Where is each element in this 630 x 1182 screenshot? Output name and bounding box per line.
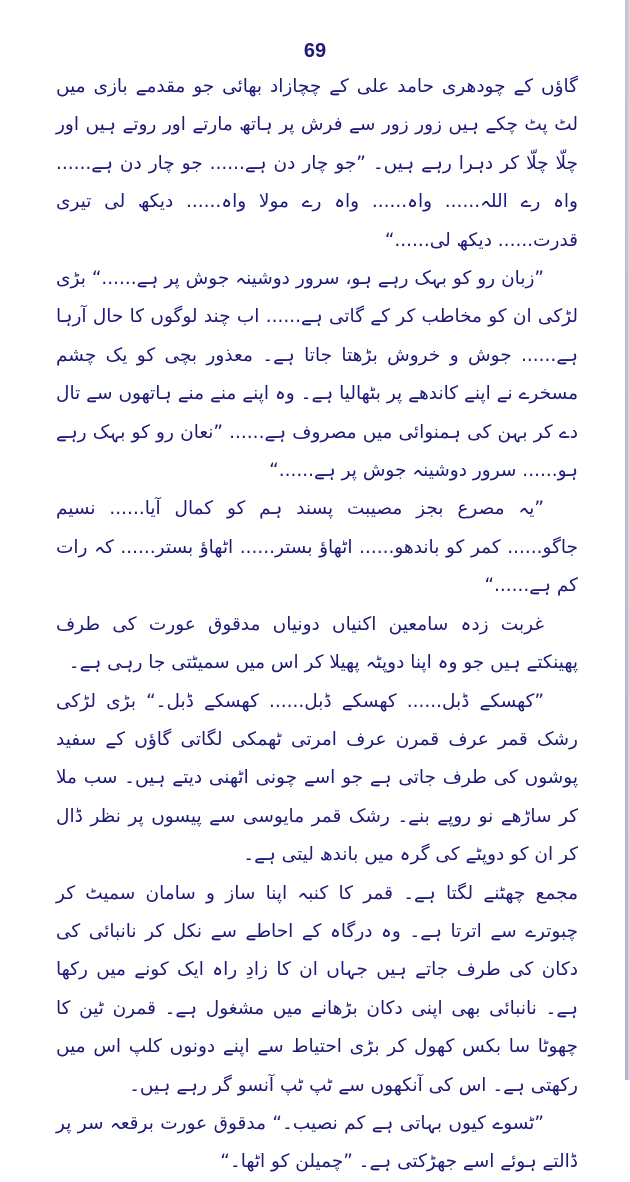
page-edge-shadow	[625, 0, 628, 1080]
paragraph: ”یہ مصرع بجز مصیبت پسند ہم کو کمال آیا...... نسیم جاگو...... کمر کو باندھو...... اٹھاؤ بستر...... اٹھاؤ بستر...... کہ رات کم ہے......“	[56, 498, 578, 597]
paragraph: گاؤں کے چودھری حامد علی کے چچازاد بھائی جو مقدمے بازی میں لٹ پٹ چکے ہیں زور زور سے فرش پر ہاتھ مارتے اور روتے ہیں اور چلّا چلّا کر دہرا رہے ہیں۔ ”جو چار دن ہے...... جو چار دن ہے...... واہ رے اللہ...... واہ...... واہ رے مولا واہ...... دیکھ لی تیری قدرت...... دیکھ لی......“	[56, 76, 578, 251]
paragraph: ”زبان رو کو بہک رہے ہو، سرور دوشینہ جوش پر ہے......“ بڑی لڑکی ان کو مخاطب کر کے گاتی ہے...... اب چند لوگوں کا حال آرہا ہے...... جوش و خروش بڑھتا جاتا ہے۔ معذور بچی کو یک چشم مسخرے نے اپنے کاندھے پر بٹھالیا ہے۔ وہ اپنے منے منے ہاتھوں سے تال دے کر بہن کی ہمنوائی میں مصروف ہے...... ”نعان رو کو بہک رہے ہو...... سرور دوشینہ جوش پر ہے......“	[56, 268, 578, 482]
paragraph: مجمع چھٹنے لگتا ہے۔ قمر کا کنبہ اپنا ساز و سامان سمیٹ کر چبوترے سے اترتا ہے۔ وہ درگاہ کے احاطے سے نکل کر نانبائی کی دکان کی طرف جاتے ہیں جہاں ان کا زادِ راہ ایک کونے میں رکھا ہے۔ نانبائی بھی اپنی دکان بڑھانے میں مشغول ہے۔ قمرن ٹین کا چھوٹا سا بکس کھول کر بڑی احتیاط سے اپنے دونوں کلپ اس میں رکھتی ہے۔ اس کی آنکھوں سے ٹپ ٹپ آنسو گر رہے ہیں۔	[56, 882, 578, 1096]
paragraph: ”کھسکے ڈبل...... کھسکے ڈبل...... کھسکے ڈبل۔“ بڑی لڑکی رشک قمر عرف قمرن عرف امرتی ٹھمکی لگاتی گاؤں کے سفید پوشوں کی طرف جاتی ہے جو اسے چونی اٹھنی دیتے ہیں۔ سب ملا کر ساڑھے نو روپے بنے۔ رشک قمر مایوسی سے پیسوں پر نظر ڈال کر ان کو دوپٹے کی گرہ میں باندھ لیتی ہے۔	[56, 690, 578, 866]
page-body-text	[56, 68, 578, 1182]
paragraph: غربت زدہ سامعین اکنیاں دونیاں مدقوق عورت کی طرف پھینکتے ہیں جو وہ اپنا دوپٹہ پھیلا کر اس میں سمیٹتی جا رہی ہے۔	[56, 613, 578, 674]
paragraph: ”ٹسوے کیوں بہاتی ہے کم نصیب۔“ مدقوق عورت برقعہ سر پر ڈالتے ہوئے اسے جھڑکتی ہے۔ ”چمیلن کو اٹھا۔“	[56, 1112, 578, 1173]
page-number: 69	[303, 40, 327, 62]
